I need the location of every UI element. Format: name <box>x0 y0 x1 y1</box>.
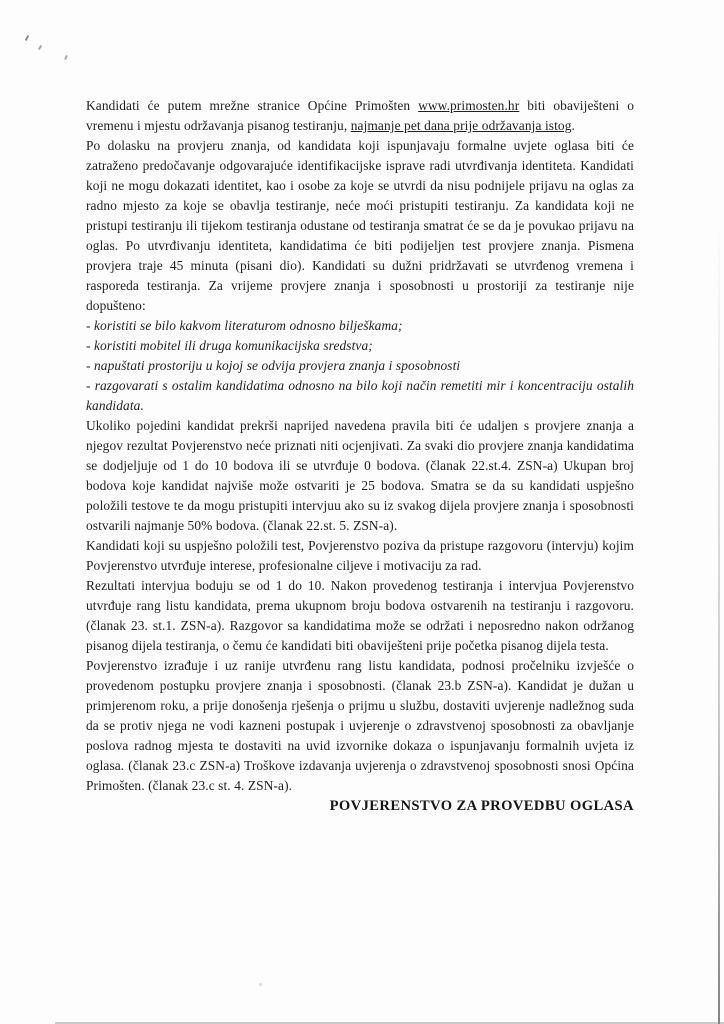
paragraph-report: Povjerenstvo izrađuje i uz ranije utvrđenu rang listu kandidata, podnosi pročelniku izvješće o provedenom postupku provjere znanja i sposobnosti. (članak 23.b ZSN-a). Kandidat je dužan u primjerenom roku, a prije donošenja rješenja o prijmu u službu, dostaviti uvjerenje nadležnog suda da se protiv njega ne vodi kazneni postupak i uvjerenje o zdravstvenoj sposobnosti za obavljanje poslova radnog mjesta te dostaviti na uvid izvornike dokaza o ispunjavanju formalnih uvjeta iz oglasa. (članak 23.c ZSN-a) Troškove izdavanja uvjerenja o zdravstvenoj sposobnosti snosi Općina Primošten. (članak 23.c st. 4. ZSN-a). <box>86 658 634 793</box>
scan-speckle <box>259 983 262 986</box>
paragraph-results: Rezultati intervjua boduju se od 1 do 10. Nakon provedenog testiranja i intervjua Povjerenstvo utvrđuje rang listu kandidata, prema ukupnom broju bodova ostvarenih na testiranju i razgovoru. (članak 23. st.1. ZSN-a). Razgovor sa kandidatima može se održati i neposredno nakon održanog pisanog dijela testiranja, o čemu će kandidati biti obaviješteni prije početka pisanog dijela testa. <box>86 578 634 653</box>
rule-item: - koristiti se bilo kakvom literaturom odnosno bilješkama; <box>86 318 403 333</box>
notice-text-pre: Kandidati će putem mrežne stranice Općine Primošten <box>86 98 419 113</box>
paragraph-identity: Po dolasku na provjeru znanja, od kandidata koji ispunjavaju formalne uvjete oglasa biti će zatraženo predočavanje odgovarajuće identifikacijske isprave radi utvrđivanja identiteta. Kandidati koji ne mogu dokazati identitet, kao i osobe za koje se utvrdi da nisu podnijele prijavu na oglas za radno mjesto za koje se obavlja testiranje, neće moći pristupiti testiranju. Za kandidata koji ne pristupi testiranju ili tijekom testiranja odustane od testiranja smatrat će se da je povukao prijavu na oglas. Po utvrđivanju identiteta, kandidatima će biti podijeljen test provjere znanja. Pismena provjera traje 45 minuta (pisani dio). Kandidati su dužni pridržavati se utvrđenog vremena i rasporeda testiranja. Za vrijeme provjere znanja i sposobnosti u prostoriji za testiranje nije dopušteno: <box>86 138 634 313</box>
document-text <box>86 96 634 816</box>
notice-text-mid: biti obaviješteni o vremenu i mjestu održavanja pisanog testiranju, <box>86 98 634 133</box>
commission-signature: POVJERENSTVO ZA PROVEDBU OGLASA <box>329 798 634 814</box>
rule-item: - razgovarati s ostalim kandidatima odnosno na bilo koji način remetiti mir i koncentraciju ostalih kandidata. <box>86 378 634 413</box>
notice-text-end: . <box>571 118 575 133</box>
rules-list <box>86 316 634 416</box>
pen-mark <box>64 55 68 60</box>
rule-item: - koristiti mobitel ili druga komunikacijska sredstva; <box>86 338 373 353</box>
scan-right-edge-artifact <box>718 0 720 1024</box>
paragraph-notice <box>86 96 634 136</box>
deadline-underline: najmanje pet dana prije održavanja istog <box>350 118 572 133</box>
rule-item: - napuštati prostoriju u kojoj se odvija provjera znanja i sposobnosti <box>86 358 461 373</box>
website-link: www.primosten.hr <box>418 98 520 113</box>
paragraph-interview: Kandidati koji su uspješno položili test, Povjerenstvo poziva da pristupe razgovoru (intervju) kojim Povjerenstvo utvrđuje interese, profesionalne ciljeve i motivaciju za rad. <box>86 538 634 573</box>
pen-mark <box>25 35 30 41</box>
paragraph-scoring: Ukoliko pojedini kandidat prekrši naprijed navedena pravila biti će udaljen s provjere znanja a njegov rezultat Povjerenstvo neće priznati niti ocjenjivati. Za svaki dio provjere znanja kandidatima se dodjeljuje od 1 do 10 bodova ili se utvrđuje 0 bodova. (članak 22.st.4. ZSN-a) Ukupan broj bodova koje kandidat najviše može ostvariti je 25 bodova. Smatra se da su kandidati uspješno položili testove te da mogu pristupiti intervjuu ako su iz svakog dijela provjere znanja i sposobnosti ostvarili najmanje 50% bodova. (članak 22.st. 5. ZSN-a). <box>86 418 634 533</box>
pen-mark <box>38 45 42 50</box>
